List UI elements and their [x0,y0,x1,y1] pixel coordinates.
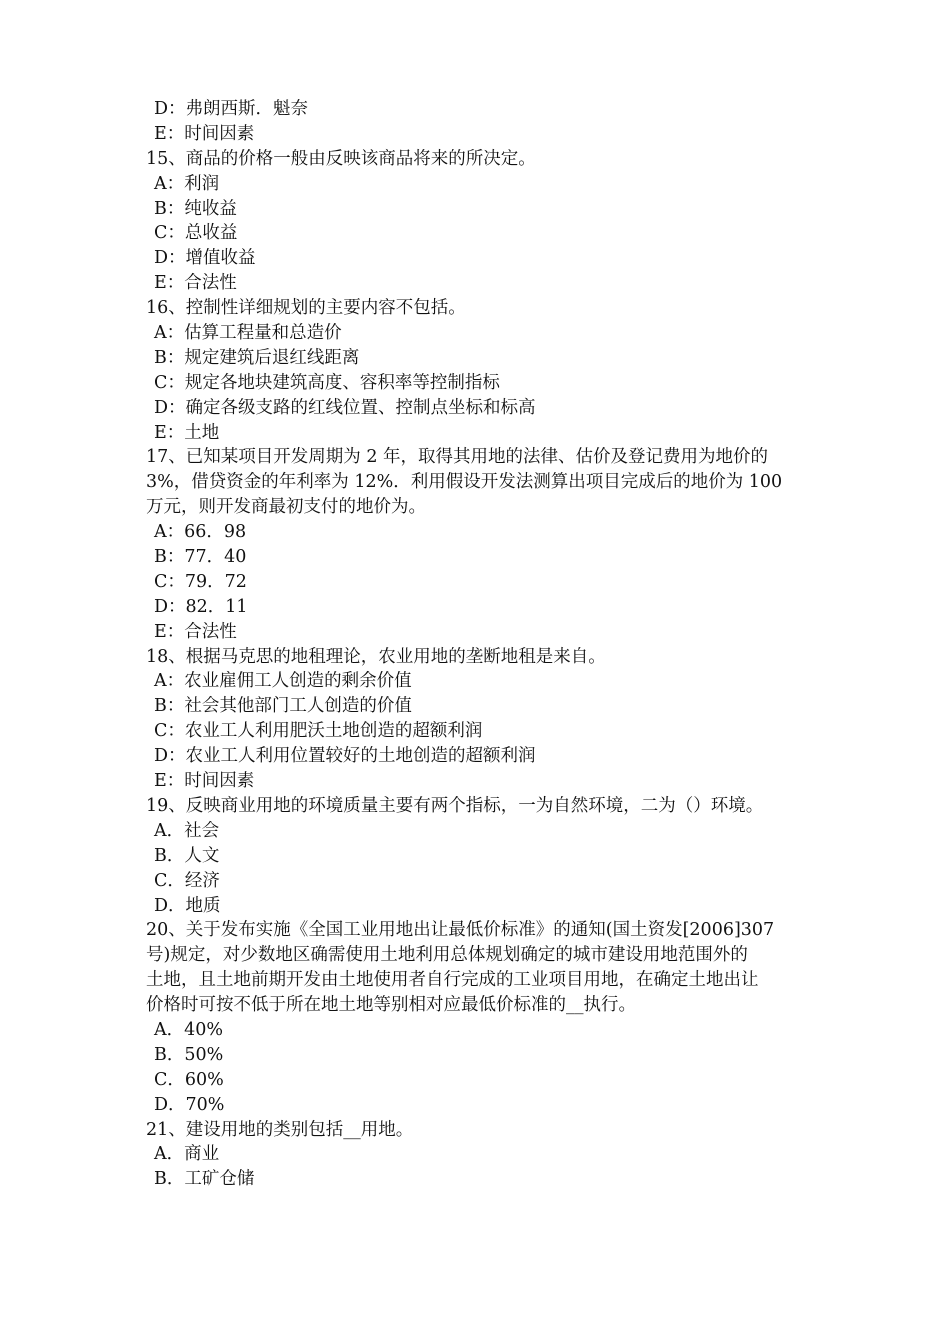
option-line: A．商业 [154,1144,220,1165]
option-line: E：合法性 [154,273,237,294]
option-line: B．工矿仓储 [154,1169,255,1190]
option-line: B：规定建筑后退红线距离 [154,347,360,368]
question-line: 3%，借贷资金的年利率为 12%．利用假设开发法测算出项目完成后的地价为 100 [146,472,783,493]
option-line: B．50% [154,1044,224,1065]
question-line: 土地，且土地前期开发由土地使用者自行完成的工业项目用地，在确定土地出让 [146,970,759,991]
option-line: B．人文 [154,845,220,866]
question-line: 21、建设用地的类别包括__用地。 [146,1119,414,1140]
option-line: A．社会 [154,820,220,841]
question-line: 15、商品的价格一般由反映该商品将来的所决定。 [146,148,536,169]
option-line: C：总收益 [154,223,238,244]
option-line: A：估算工程量和总造价 [154,323,342,344]
option-line: A．40% [154,1019,224,1040]
question-line: 19、反映商业用地的环境质量主要有两个指标，一为自然环境，二为（）环境。 [146,795,764,816]
option-line: E：土地 [154,422,220,443]
question-line: 16、控制性详细规划的主要内容不包括。 [146,298,466,319]
option-line: D．地质 [154,895,221,916]
option-line: E：时间因素 [154,771,255,792]
option-line: D：82．11 [154,596,248,617]
option-line: C：79．72 [154,571,247,592]
option-line: B：社会其他部门工人创造的价值 [154,696,412,717]
option-line: C．经济 [154,870,220,891]
question-line: 20、关于发布实施《全国工业用地出让最低价标准》的通知(国土资发[2006]307 [146,920,775,941]
option-line: B：纯收益 [154,198,237,219]
option-line: C．60% [154,1069,224,1090]
option-line: E：合法性 [154,621,237,642]
question-line: 万元，则开发商最初支付的地价为。 [146,497,426,518]
option-line: C：农业工人利用肥沃土地创造的超额利润 [154,721,483,742]
document-page [146,97,810,1192]
option-line: A：利润 [154,173,220,194]
question-line: 17、已知某项目开发周期为 2 年，取得其用地的法律、估价及登记费用为地价的 [146,447,769,468]
option-line: A：农业雇佣工人创造的剩余价值 [154,671,412,692]
option-line: D：确定各级支路的红线位置、控制点坐标和标高 [154,397,536,418]
option-line: D：农业工人利用位置较好的土地创造的超额利润 [154,746,536,767]
question-line: 18、根据马克思的地租理论，农业用地的垄断地租是来自。 [146,646,606,667]
question-line: 号)规定，对少数地区确需使用土地利用总体规划确定的城市建设用地范围外的 [146,945,748,966]
question-line: 价格时可按不低于所在地土地等别相对应最低价标准的__执行。 [146,995,636,1016]
option-line: D：增值收益 [154,248,256,269]
option-line: D：弗朗西斯．魁奈 [154,99,309,119]
option-line: C：规定各地块建筑高度、容积率等控制指标 [154,372,500,393]
option-line: D．70% [154,1094,225,1115]
option-line: B：77．40 [154,547,247,568]
option-line: E：时间因素 [154,123,255,144]
option-line: A：66．98 [154,522,247,543]
